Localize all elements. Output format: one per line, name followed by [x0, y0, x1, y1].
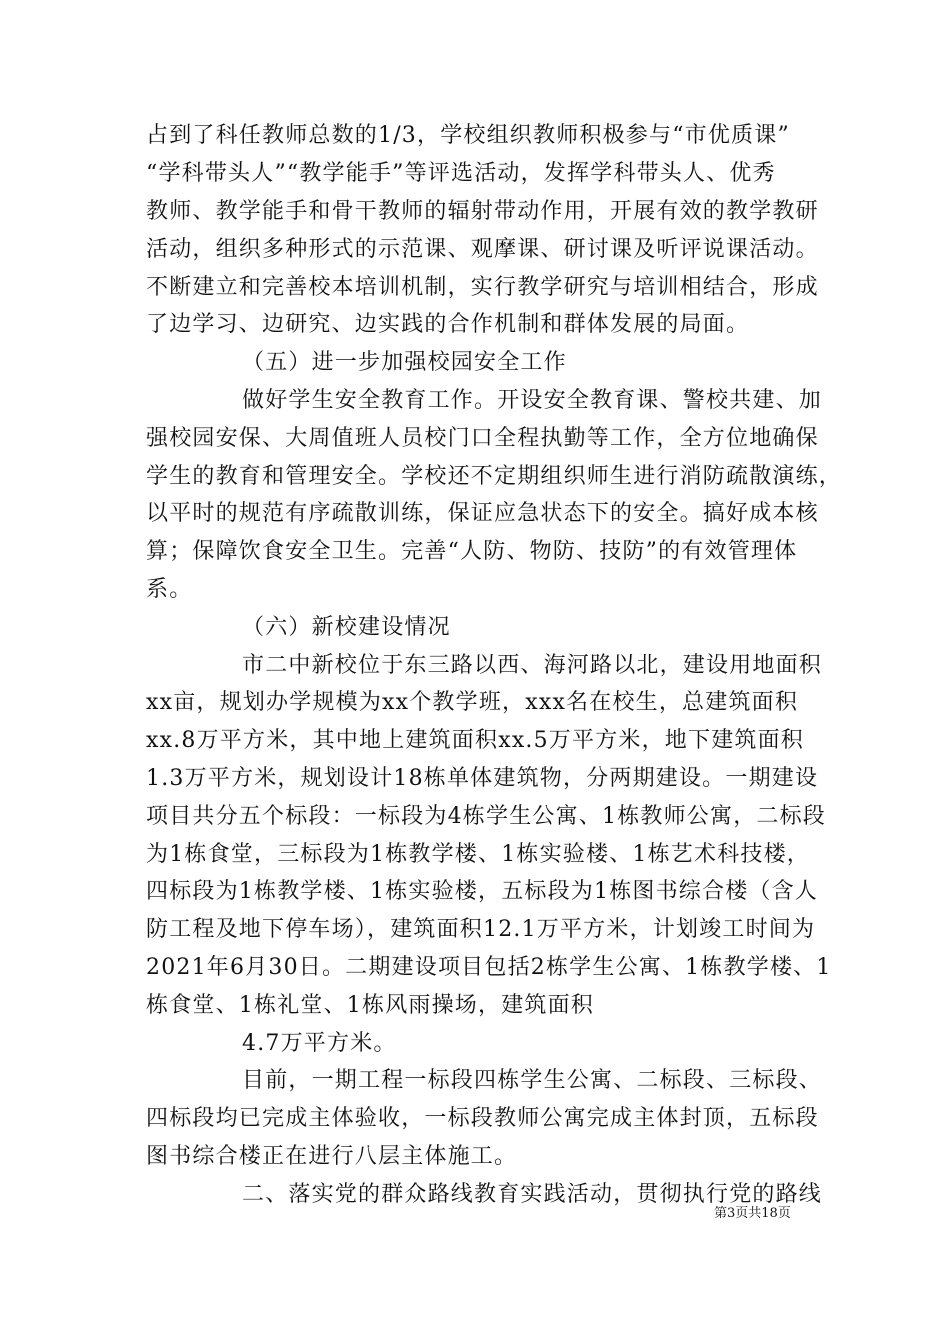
text-line: 市二中新校位于东三路以西、海河路以北，建设用地面积	[242, 653, 823, 678]
text-line: 1.3万平方米，规划设计18栋单体建筑物，分两期建设。一期建设	[146, 766, 819, 791]
text-line: 图书综合楼正在进行八层主体施工。	[146, 1144, 518, 1169]
section-heading: 二、落实党的群众路线教育实践活动，贯彻执行党的路线	[242, 1182, 823, 1207]
text-line: 教师、教学能手和骨干教师的辐射带动作用，开展有效的教学教研	[146, 199, 819, 224]
section-heading: （五）进一步加强校园安全工作	[242, 350, 567, 375]
text-line: 防工程及地下停车场），建筑面积12.1万平方米，计划竣工时间为	[146, 917, 816, 942]
text-line: 四标段为1栋教学楼、1栋实验楼，五标段为1栋图书综合楼（含人	[146, 879, 818, 904]
text-line: 栋食堂、1栋礼堂、1栋风雨操场，建筑面积	[146, 993, 594, 1018]
text-line: 了边学习、边研究、边实践的合作机制和群体发展的局面。	[146, 312, 750, 337]
text-line: xx亩，规划办学规模为xx个教学班，xxx名在校生，总建筑面积	[146, 690, 799, 715]
text-line: 占到了科任教师总数的1/3，学校组织教师积极参与“市优质课”	[146, 123, 790, 148]
text-line: 强校园安保、大周值班人员校门口全程执勤等工作，全方位地确保	[146, 426, 819, 451]
text-line: 学生的教育和管理安全。学校还不定期组织师生进行消防疏散演练，	[146, 464, 843, 489]
text-line: 以平时的规范有序疏散训练，保证应急状态下的安全。搞好成本核	[146, 501, 819, 526]
text-line: 2021年6月30日。二期建设项目包括2栋学生公寓、1栋教学楼、1	[146, 955, 832, 980]
text-line: 算；保障饮食安全卫生。完善“人防、物防、技防”的有效管理体	[146, 539, 798, 564]
text-line: 为1栋食堂，三标段为1栋教学楼、1栋实验楼、1栋艺术科技楼，	[146, 842, 810, 867]
text-line: 做好学生安全教育工作。开设安全教育课、警校共建、加	[242, 388, 823, 413]
text-line: 项目共分五个标段：一标段为4栋学生公寓、1栋教师公寓，二标段	[146, 804, 826, 829]
text-line: 不断建立和完善校本培训机制，实行教学研究与培训相结合，形成	[146, 275, 819, 300]
text-line: “学科带头人”“教学能手”等评选活动，发挥学科带头人、优秀	[146, 161, 776, 186]
text-line: 活动，组织多种形式的示范课、观摩课、研讨课及听评说课活动。	[146, 237, 819, 262]
text-line: xx.8万平方米，其中地上建筑面积xx.5万平方米，地下建筑面积	[146, 728, 805, 753]
text-line: 4.7万平方米。	[242, 1031, 397, 1056]
text-line: 系。	[146, 577, 193, 602]
section-heading: （六）新校建设情况	[242, 615, 451, 640]
page-number: 第3页共18页	[714, 1206, 791, 1221]
text-line: 目前，一期工程一标段四栋学生公寓、二标段、三标段、	[242, 1068, 823, 1093]
text-line: 四标段均已完成主体验收，一标段教师公寓完成主体封顶，五标段	[146, 1106, 819, 1131]
